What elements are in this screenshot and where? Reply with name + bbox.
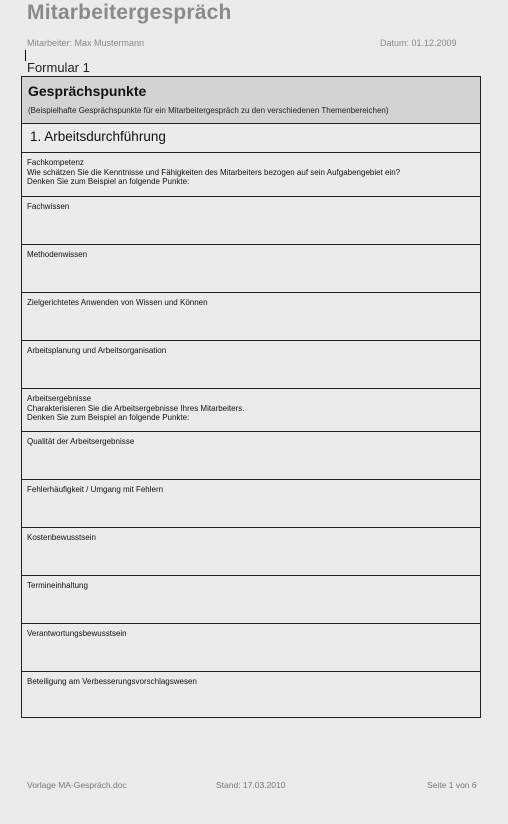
- row-label: Zielgerichtetes Anwenden von Wissen und Können: [27, 298, 208, 307]
- form-label: Formular 1: [27, 60, 90, 75]
- table-row[interactable]: [22, 245, 480, 293]
- table-row[interactable]: [22, 293, 480, 341]
- table-row[interactable]: [22, 153, 480, 197]
- table-row[interactable]: [22, 432, 480, 480]
- row-label: Verantwortungsbewusstsein: [27, 629, 127, 638]
- section-row: [22, 124, 480, 153]
- table-row[interactable]: [22, 341, 480, 389]
- table-row[interactable]: [22, 528, 480, 576]
- row-label: Qualität der Arbeitsergebnisse: [27, 437, 135, 446]
- row-label: Beteiligung am Verbesserungsvorschlagswesen: [27, 677, 197, 686]
- table-row[interactable]: [22, 480, 480, 528]
- row-label: Fachkompetenz Wie schätzen Sie die Kenntnisse und Fähigkeiten des Mitarbeiters bezogen auf sein Aufgabengebiet ein? Denken Sie zum Beispiel an folgende Punkte:: [27, 158, 401, 186]
- document-date: Datum: 01.12.2009: [380, 38, 457, 48]
- table-subtitle: (Beispielhafte Gesprächspunkte für ein Mitarbeitergespräch zu den verschiedenen Themenbereichen): [28, 106, 389, 115]
- text-cursor: [25, 50, 26, 61]
- row-label: Arbeitsergebnisse Charakterisieren Sie die Arbeitsergebnisse Ihres Mitarbeiters. Denken Sie zum Beispiel an folgende Punkte:: [27, 394, 245, 422]
- table-row[interactable]: [22, 672, 480, 717]
- footer-page-number: Seite 1 von 6: [427, 780, 477, 790]
- table-row[interactable]: [22, 197, 480, 245]
- section-title: 1. Arbeitsdurchführung: [30, 129, 166, 144]
- footer-filename: Vorlage MA-Gespräch.doc: [27, 780, 127, 790]
- footer-stand: Stand: 17.03.2010: [216, 780, 286, 790]
- row-label: Fachwissen: [27, 202, 70, 211]
- row-label: Methodenwissen: [27, 250, 88, 259]
- table-title: Gesprächspunkte: [28, 83, 147, 99]
- table-header: [22, 77, 480, 124]
- row-label: Kostenbewusstsein: [27, 533, 96, 542]
- table-row[interactable]: [22, 389, 480, 432]
- table-row[interactable]: [22, 576, 480, 624]
- table-row[interactable]: [22, 624, 480, 672]
- row-label: Arbeitsplanung und Arbeitsorganisation: [27, 346, 167, 355]
- row-label: Termineinhaltung: [27, 581, 88, 590]
- conversation-table: [21, 76, 481, 718]
- employee-name: Mitarbeiter: Max Mustermann: [27, 38, 145, 48]
- page-title: Mitarbeitergespräch: [27, 1, 232, 24]
- row-label: Fehlerhäufigkeit / Umgang mit Fehlern: [27, 485, 164, 494]
